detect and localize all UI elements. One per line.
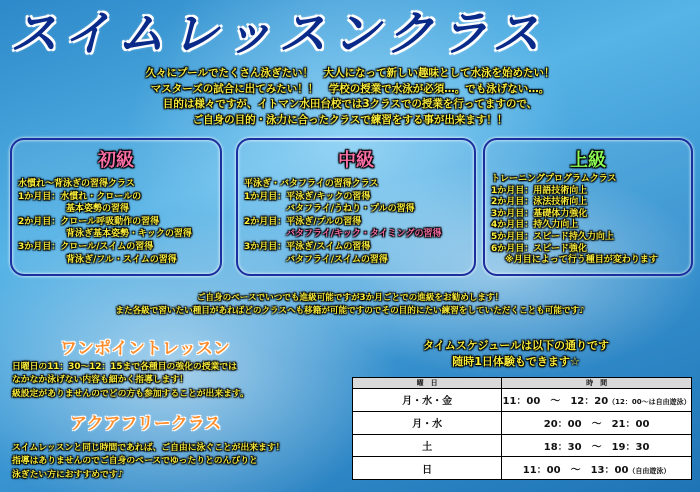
class-line: 2か月目：泳法技術向上 [491, 197, 588, 208]
page-title: スイムレッスンクラス [10, 6, 547, 62]
class-line: 3か月目：クロール/スイムの習得 [18, 241, 154, 252]
class-line: 基本姿勢の習得 [66, 204, 130, 215]
note-line: また各級で習いたい種目があればどのクラスへも移籍が可能ですのでその目的にたい練習をしていただくことも可能です♪ [115, 306, 585, 316]
advanced-class-box [483, 138, 693, 276]
class-line: 2か月目：平泳ぎ/プルの習得 [244, 216, 362, 227]
class-line: トレーニングプログラムクラス [491, 174, 617, 184]
class-line: 水慣れ～背泳ぎの習得クラス [18, 179, 135, 189]
class-line: 6か月目：スピード強化 [491, 243, 587, 254]
table-row [353, 434, 692, 457]
schedule-subheading-line: 随時1日体験もできます☆ [452, 355, 580, 368]
schedule-time: 11：00 ～ 13：00 [522, 464, 629, 476]
beginner-class-box [10, 138, 222, 276]
section-line: スイムレッスンと同じ時間であれば、ご自由に泳ぐことが出来ます！ [12, 443, 285, 453]
table-row [353, 389, 692, 412]
class-line: バタフライ/スイムの習得 [286, 254, 388, 265]
section-line: 日曜日の11：30～12：15まで各種目の強化の授業では [12, 362, 237, 372]
one-point-lesson-title: ワンポイントレッスン [60, 339, 230, 359]
class-line: 平泳ぎ・バタフライの習得クラス [244, 179, 379, 189]
promotion-note [40, 292, 660, 318]
schedule-time-cell [502, 457, 692, 480]
schedule-heading [366, 338, 666, 370]
intermediate-class-lines [244, 178, 470, 266]
schedule-note: （12：00～は自由遊泳） [608, 398, 691, 407]
class-line: バタフライ/キック・タイミングの習得 [286, 229, 442, 240]
class-line: 3か月目：基礎体力強化 [491, 208, 588, 219]
class-line: ※月目によって行う種目が変わります [505, 255, 658, 266]
intermediate-class-title: 中級 [338, 150, 374, 171]
intro-text [60, 66, 640, 128]
schedule-day: 土 [353, 434, 502, 457]
class-line: 1か月目：水慣れ・クロールの [18, 191, 142, 202]
class-line: 1か月目：用語技術向上 [491, 185, 588, 196]
class-line: 背泳ぎ/フル・スイムの習得 [66, 254, 177, 265]
beginner-class-lines [18, 178, 216, 266]
class-line: 4か月目：持久力向上 [491, 220, 579, 231]
class-line: 2か月目：クロール呼吸動作の習得 [18, 216, 160, 227]
schedule-time: 20：00 ～ 21：00 [543, 419, 650, 431]
schedule-time: 11：00 ～ 12：20 [502, 396, 609, 408]
column-header-day: 曜 日 [353, 378, 502, 389]
table-header-row [353, 378, 692, 389]
section-line: 泳ぎたい方におすすめです♪ [12, 469, 124, 480]
schedule-time-cell [502, 389, 692, 412]
aqua-free-class-title: アクアフリークラス [70, 414, 222, 434]
table-row [353, 411, 692, 434]
intro-line: マスターズの試合に出てみたい！！ 学校の授業で水泳が必須…。でも泳げない…。 [150, 82, 550, 95]
class-line: バタフライ/うねり・プルの習得 [286, 204, 415, 215]
schedule-time-cell [502, 411, 692, 434]
schedule-note: （自由遊泳） [628, 466, 671, 475]
section-line: なかなか泳げない内容も細かく指導します！ [12, 375, 188, 386]
intro-line: ご自身の目的・泳力に合ったクラスで練習をする事が出来ます！！ [192, 113, 508, 126]
table-row [353, 457, 692, 480]
section-line: 指導はありませんのでご自身のペースでゆったりとのんびりと [12, 456, 258, 467]
schedule-day: 月・水・金 [353, 389, 502, 412]
schedule-table [352, 377, 692, 480]
schedule-time-cell [502, 434, 692, 457]
note-line: ご自身のペースでいつでも進級可能ですが3か月ごとでの進級をお勧めします！ [196, 293, 504, 303]
intro-line: 目的は様々ですが、イトマン水田台校では3クラスでの授業を行ってますので、 [162, 98, 538, 110]
schedule-time: 18：30 ～ 19：30 [543, 441, 650, 453]
aqua-free-class-text [12, 442, 284, 482]
one-point-lesson-text [12, 361, 249, 401]
beginner-class-title: 初級 [98, 150, 134, 171]
advanced-class-title: 上級 [570, 150, 606, 171]
column-header-time: 時 間 [502, 378, 692, 389]
intro-line: 久々にプールでたくさん泳ぎたい！ 大人になって新しい趣味として水泳を始めたい！ [145, 67, 555, 79]
class-line: 背泳ぎ基本姿勢・キックの習得 [66, 229, 192, 240]
class-line: 1か月目：平泳ぎ/キックの習得 [244, 191, 371, 202]
schedule-heading-line: タイムスケジュールは以下の通りです [422, 339, 610, 352]
intermediate-class-box [236, 138, 476, 276]
class-line: 5か月目：スピード持久力向上 [491, 231, 614, 242]
advanced-class-lines [491, 174, 687, 267]
section-line: 級設定がありませんのでどの方も参加することが出来ます。 [12, 388, 249, 399]
schedule-day: 月・水 [353, 411, 502, 434]
schedule-day: 日 [353, 457, 502, 480]
class-line: 3か月目：平泳ぎ/スイムの習得 [244, 241, 371, 252]
